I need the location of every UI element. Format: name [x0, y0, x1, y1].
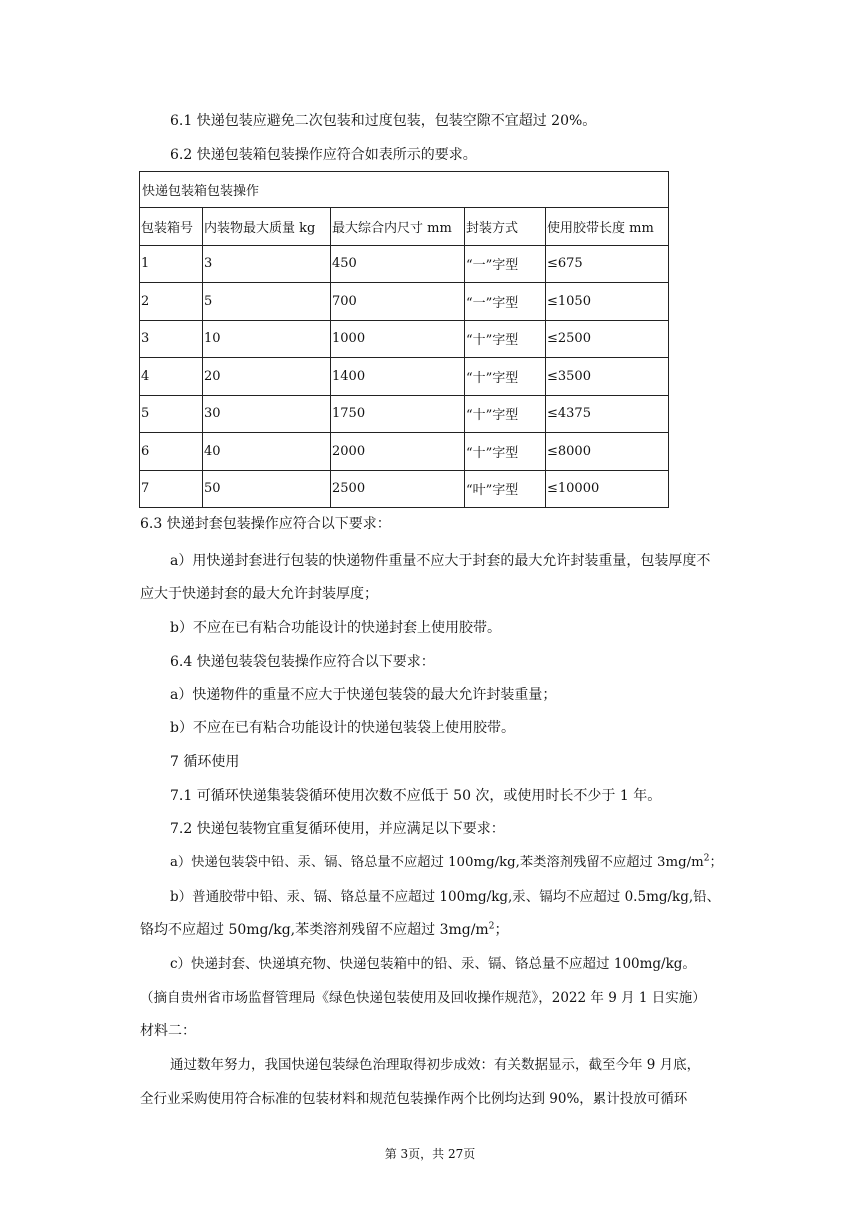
- table-cell: 6: [140, 433, 203, 471]
- table-header-cell: 包装箱号: [140, 208, 203, 246]
- table-cell: ≤1050: [546, 283, 669, 321]
- table-row: [140, 433, 669, 471]
- superscript-2: 2: [703, 853, 710, 864]
- table-row: [140, 470, 669, 508]
- table-cell: 30: [203, 395, 331, 433]
- para-last-line2: 全行业采购使用符合标准的包装材料和规范包装操作两个比例均达到 90%，累计投放可循环: [140, 1091, 688, 1107]
- para-6-3-a-line1: a）用快递封套进行包装的快递物件重量不应大于封套的最大允许封装重量，包装厚度不: [170, 553, 711, 569]
- table-row: [140, 245, 669, 283]
- para-7-2: 7.2 快递包装物宜重复循环使用，并应满足以下要求：: [170, 821, 505, 837]
- para-6-4-b: b）不应在已有粘合功能设计的快递包装袋上使用胶带。: [170, 720, 515, 736]
- table-cell: “叶”字型: [465, 470, 546, 508]
- table-cell: ≤2500: [546, 320, 669, 358]
- table-cell: “一”字型: [465, 245, 546, 283]
- table-cell: 1: [140, 245, 203, 283]
- table-cell: 2000: [331, 433, 465, 471]
- table-cell: “十”字型: [465, 320, 546, 358]
- source-citation: （摘自贵州省市场监督管理局《绿色快递包装使用及回收操作规范》，2022 年 9 月 1 日实施）: [140, 990, 706, 1006]
- table-cell: “十”字型: [465, 358, 546, 396]
- table-row: [140, 320, 669, 358]
- para-7-2-c: c）快递封套、快递填充物、快递包装箱中的铅、汞、镉、铬总量不应超过 100mg/kg。: [170, 956, 696, 972]
- table-cell: 1000: [331, 320, 465, 358]
- section-7-heading: 7 循环使用: [170, 754, 240, 770]
- para-6-2: 6.2 快递包装箱包装操作应符合如表所示的要求。: [170, 147, 477, 163]
- table-cell: 5: [203, 283, 331, 321]
- para-7-2-b-line1: b）普通胶带中铅、汞、镉、铬总量不应超过 100mg/kg,汞、镉均不应超过 0.5mg/kg,铅、: [170, 889, 721, 905]
- packaging-table: [139, 171, 669, 508]
- table-row: [140, 283, 669, 321]
- table-cell: ≤4375: [546, 395, 669, 433]
- table-caption: 快递包装箱包装操作: [140, 172, 669, 208]
- table-cell: 20: [203, 358, 331, 396]
- table-cell: 50: [203, 470, 331, 508]
- table-cell: “一”字型: [465, 283, 546, 321]
- para-6-4: 6.4 快递包装袋包装操作应符合以下要求：: [170, 654, 435, 670]
- table-row: [140, 395, 669, 433]
- para-6-3-b: b）不应在已有粘合功能设计的快递封套上使用胶带。: [170, 620, 501, 636]
- table-cell: 1750: [331, 395, 465, 433]
- table-cell: 7: [140, 470, 203, 508]
- table-cell: ≤3500: [546, 358, 669, 396]
- para-6-3-a-line2: 应大于快递封套的最大允许封装厚度；: [140, 586, 378, 602]
- table-cell: 5: [140, 395, 203, 433]
- para-7-1: 7.1 可循环快递集装袋循环使用次数不应低于 50 次，或使用时长不少于 1 年。: [170, 788, 662, 804]
- table-cell: 3: [203, 245, 331, 283]
- table-header-row: [140, 208, 669, 246]
- table-cell: “十”字型: [465, 395, 546, 433]
- para-7-2-b-line2: 铬均不应超过 50mg/kg,苯类溶剂残留不应超过 $3mg/m^2$；: [140, 921, 509, 938]
- para-6-3: 6.3 快递封套包装操作应符合以下要求：: [140, 516, 391, 532]
- para-6-1: 6.1 快递包装应避免二次包装和过度包装，包装空隙不宜超过 20%。: [170, 113, 597, 129]
- superscript-2: 2: [488, 921, 495, 932]
- table-cell: 450: [331, 245, 465, 283]
- table-row: [140, 358, 669, 396]
- table-cell: 2500: [331, 470, 465, 508]
- table-header-cell: 最大综合内尺寸 mm: [331, 208, 465, 246]
- material-two-label: 材料二：: [140, 1023, 196, 1039]
- table-header-cell: 封装方式: [465, 208, 546, 246]
- para-6-4-a: a）快递物件的重量不应大于快递包装袋的最大允许封装重量；: [170, 687, 557, 703]
- table-header-cell: 内装物最大质量 kg: [203, 208, 331, 246]
- para-last-line1: 通过数年努力，我国快递包装绿色治理取得初步成效：有关数据显示，截至今年 9 月底，: [170, 1057, 701, 1073]
- table-cell: 1400: [331, 358, 465, 396]
- page-footer: 第 3页，共 27页: [384, 1147, 476, 1161]
- table-cell: “十”字型: [465, 433, 546, 471]
- para-7-2-a: a）快递包装袋中铅、汞、镉、铬总量不应超过 100mg/kg,苯类溶剂残留不应超过 $3mg/m^2$；: [170, 853, 723, 870]
- table-cell: 2: [140, 283, 203, 321]
- table-cell: ≤8000: [546, 433, 669, 471]
- table-cell: 10: [203, 320, 331, 358]
- table-cell: ≤10000: [546, 470, 669, 508]
- table-cell: 700: [331, 283, 465, 321]
- table-cell: ≤675: [546, 245, 669, 283]
- table-caption-row: [140, 172, 669, 208]
- table-cell: 3: [140, 320, 203, 358]
- table-header-cell: 使用胶带长度 mm: [546, 208, 669, 246]
- table-cell: 4: [140, 358, 203, 396]
- table-cell: 40: [203, 433, 331, 471]
